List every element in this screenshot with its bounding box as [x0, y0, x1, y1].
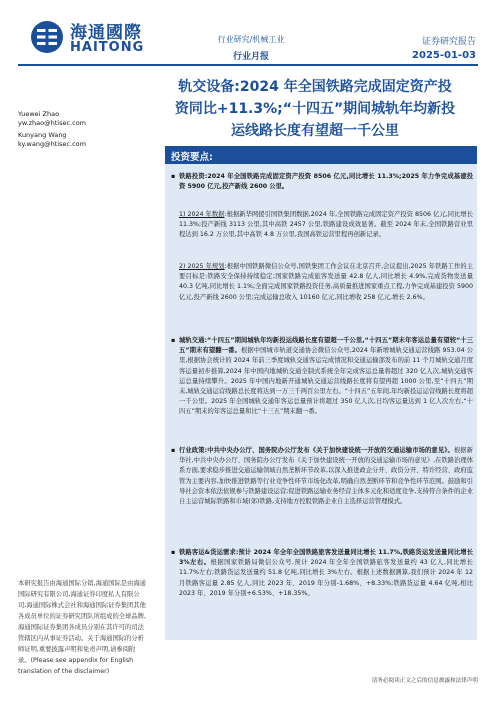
title-line-2: 资同比+11.3%;“十四五”期间城轨年均新投 — [174, 101, 456, 117]
point-passenger-freight — [171, 548, 473, 599]
report-type: 行业月报 — [232, 52, 269, 62]
point-text: 根据中国城市轨道交通协会微信公众号,2024 年新增城轨交通运营线路 953.04 公里,根据协会统计的 2024 年前三季度城轨交通客运完成情况和交通运输部发布的前 11 个月城轨交通月度客运量初步推算,2024 年中国内地城轨交通全制式系统全年完成客运总量将超过 320 亿人次,城轨交通客运总量持续攀升。2025 年中国内地新开通城轨交通运营线路长度将有望再超 1000 公里,至“十四五”期末,城轨交通运营线路总长度将达到一万三千两百公里左右。“十四五”五年间,年均新投运运营线路长度将超一千公里。2025 年全国城轨交通年客运总量预计将超过 350 亿人次,日均客运量达到 1 亿人次左右,“十四五”期末的年客运总量和比“十三五”期末翻一番。 — [179, 347, 473, 416]
report-title — [150, 76, 480, 142]
header-right — [396, 34, 476, 61]
bullet-icon: ▪ — [171, 337, 176, 344]
point-text: 根据新华社,中共中央办公厅、国务院办公厅发布《关于加快建设统一开放的交通运输市场的意见》,在铁路治理体系方面,要求稳步推进交通运输领域自然垄断环节改革,以深入推进政企分开、政资分开、特许经营、政府监管为主要内容,加快推进铁路等行业竞争性环节市场化改革,明确自然垄断环节和竞争性环节范围。鼓励和引导社会资本依法依规参与铁路建设运营;促进铁路运输业务经营主体多元化和适度竞争,支持符合条件的企业自主运营城际铁路和市域(郊)铁路,支持地方控股铁路企业自主选择运营管理模式。 — [179, 447, 473, 506]
haitong-logo — [30, 16, 160, 60]
point-text: 根据国家铁路局微信公众号,预计 2024 年全年全国铁路旅客发送量约 43 亿人,同比增长 11.7%左右;铁路货运发送量约 51.8 亿吨,同比增长 3%左右。根据上述数据测算,我们预计 2024 年 12 月铁路客运量 2.85 亿人,同比 2023 年、2019 年分别-1.68%、+8.33%;铁路货运量 4.64 亿吨,相比 2023 年、2019 年分别+6.53%、+18.35%。 — [179, 559, 473, 597]
title-line-1: 轨交设备:2024 年全国铁路完成固定资产投 — [178, 79, 452, 95]
bullet-icon: ▪ — [171, 447, 176, 454]
subpoint-text: :根据中国铁路微信公众号,国铁集团工作会议在北京召开,会议提出,2025 年铁路工作的主要目标是:铁路安全保持持续稳定;国家铁路完成旅客发送量 42.8 亿人,同比增长 4.9%,完成货物发送量 40.3 亿吨,同比增长 1.1%;全面完成国家铁路投资任务,高质量推进国家重点工程,力争完成基建投资 5900 亿元,投产新线 2600 公里;完成运输总收入 10160 亿元,同比增收 258 亿元,增长 2.6%。 — [179, 263, 473, 301]
point-heading: 铁路客运&货运需求:预计 2024 年全年全国铁路旅客发送量同比增长 11.7%,铁路货运发送量同比增长 3%左右。 — [179, 549, 473, 567]
point-heading: 城轨交通:“十四五”期间城轨年均新投运线路长度有望超一千公里,“十四五”期末年客运总量有望较“十三五”期末有望翻一番。 — [179, 337, 473, 355]
analyst-2 — [18, 131, 86, 149]
report-label: 证券研究报告 — [421, 37, 476, 47]
bullet-icon: ▪ — [171, 173, 176, 180]
point-heading: 铁路投资:2024 年全国铁路完成固定资产投资 8506 亿元,同比增长 11.3%;2025 年力争完成基建投资 5900 亿元,投产新线 2600 公里。 — [179, 173, 473, 191]
point-2025-plan — [171, 262, 473, 303]
header-divider — [18, 64, 478, 66]
investment-heading-bar — [165, 146, 477, 164]
analyst-name: Yuewei Zhao — [18, 110, 60, 118]
report-date: 2025-01-03 — [412, 50, 476, 61]
title-line-3: 运线路长度有望超一千公里 — [231, 123, 399, 139]
logo-text-en: HAITONG — [70, 40, 145, 55]
analyst-email[interactable]: yw.zhao@htisec.com — [18, 119, 87, 127]
report-category: 行业研究/机械工业 — [217, 35, 285, 44]
analyst-1 — [18, 110, 86, 128]
point-industry-policy — [171, 446, 473, 507]
investment-heading: 投资要点: — [171, 152, 213, 163]
analyst-email[interactable]: ky.wang@htisec.com — [18, 140, 86, 148]
bullet-icon: ▪ — [171, 549, 176, 556]
point-heading: 行业政策:中共中央办公厅、国务院办公厅发布《关于加快建设统一开放的交通运输市场的意见》。 — [179, 447, 454, 454]
logo-text-cn: 海通國際 — [70, 23, 142, 43]
disclaimer: 本研究报告由海通国际分销,海通国际是由海通国际研究有限公司,海通证券印度私人有限公司,海通国际株式会社和海通国际证券集团其他各成员单位的证券研究团队所组成的全球品牌,海通国际证券集团各成员分别在其许可的司法管辖区内从事证券活动。关于海通国际的分析师证明,重要披露声明和免责声明,请参阅附录。(Please see appendix for English translation of the disclaimer) — [18, 580, 146, 675]
haitong-logo-icon — [30, 20, 64, 54]
point-2024-data — [171, 210, 473, 241]
subpoint-text: :根据新华网援引国铁集团数据,2024 年,全国铁路完成固定资产投资 8506 亿元,同比增长 11.3%;投产新线 3113 公里,其中高铁 2457 公里,铁路建设成效显著。截至 2024 年末,全国铁路营业里程达到 16.2 万公里,其中高铁 4.8 万公里,我国高铁运营里程再创新记录。 — [179, 211, 473, 239]
subpoint-label: 1) 2024 年数据 — [179, 211, 225, 218]
analyst-name: Kunyang Wang — [18, 131, 67, 139]
footer-notice: 请务必阅读正文之后的信息披露和法律声明 — [371, 678, 478, 684]
point-railway-investment — [171, 172, 473, 192]
point-urban-rail — [171, 336, 473, 418]
header-center — [196, 34, 306, 62]
subpoint-label: 2) 2025 年规划 — [179, 263, 225, 270]
